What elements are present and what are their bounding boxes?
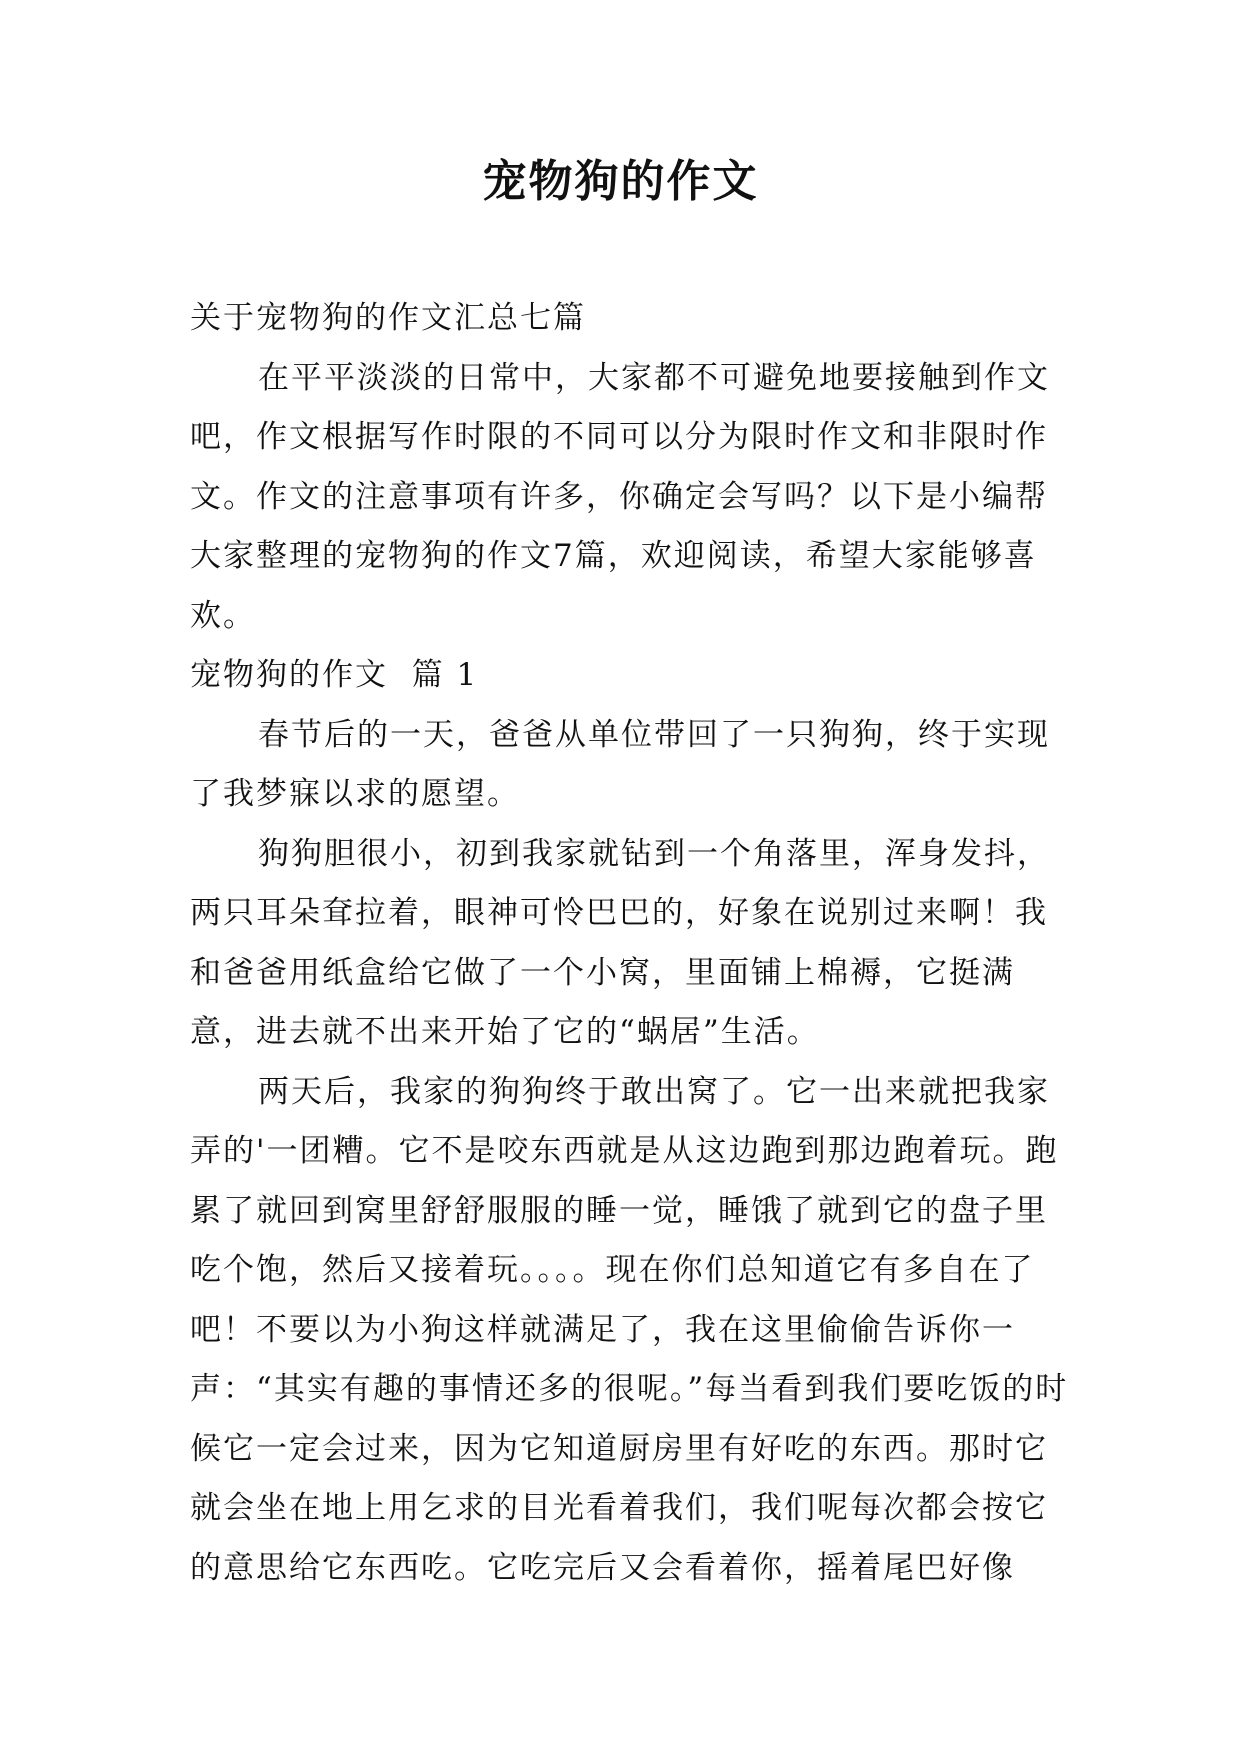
body-paragraph: 春节后的一天，爸爸从单位带回了一只狗狗，终于实现了我梦寐以求的愿望。	[190, 716, 1050, 812]
body-paragraph: 两天后，我家的狗狗终于敢出窝了。它一出来就把我家弄的'一团糟。它不是咬东西就是从这边跑到那边跑着玩。跑累了就回到窝里舒舒服服的睡一觉，睡饿了就到它的盘子里吃个饱，然后又接着玩。。。。现在你们总知道它有多自在了吧！不要以为小狗这样就满足了，我在这里偷偷告诉你一声：“其实有趣的事情还多的很呢。”每当看到我们要吃饭的时候它一定会过来，因为它知道厨房里有好吃的东西。那时它就会坐在地上用乞求的目光看着我们，我们呢每次都会按它的意思给它东西吃。它吃完后又会看着你，摇着尾巴好像	[190, 1073, 1069, 1586]
page-title: 宠物狗的作文	[482, 156, 759, 207]
intro-paragraph: 在平平淡淡的日常中，大家都不可避免地要接触到作文吧，作文根据写作时限的不同可以分为限时作文和非限时作文。作文的注意事项有许多，你确定会写吗？以下是小编帮大家整理的宠物狗的作文7篇，欢迎阅读，希望大家能够喜欢。	[190, 359, 1050, 634]
document-body	[190, 289, 1070, 1598]
section-heading: 宠物狗的作文 篇 1	[190, 657, 479, 693]
body-paragraph: 狗狗胆很小，初到我家就钻到一个角落里，浑身发抖，两只耳朵耷拉着，眼神可怜巴巴的，好象在说别过来啊！我和爸爸用纸盒给它做了一个小窝，里面铺上棉褥，它挺满意，进去就不出来开始了它的“蜗居”生活。	[190, 835, 1050, 1050]
intro-heading: 关于宠物狗的作文汇总七篇	[190, 300, 586, 336]
